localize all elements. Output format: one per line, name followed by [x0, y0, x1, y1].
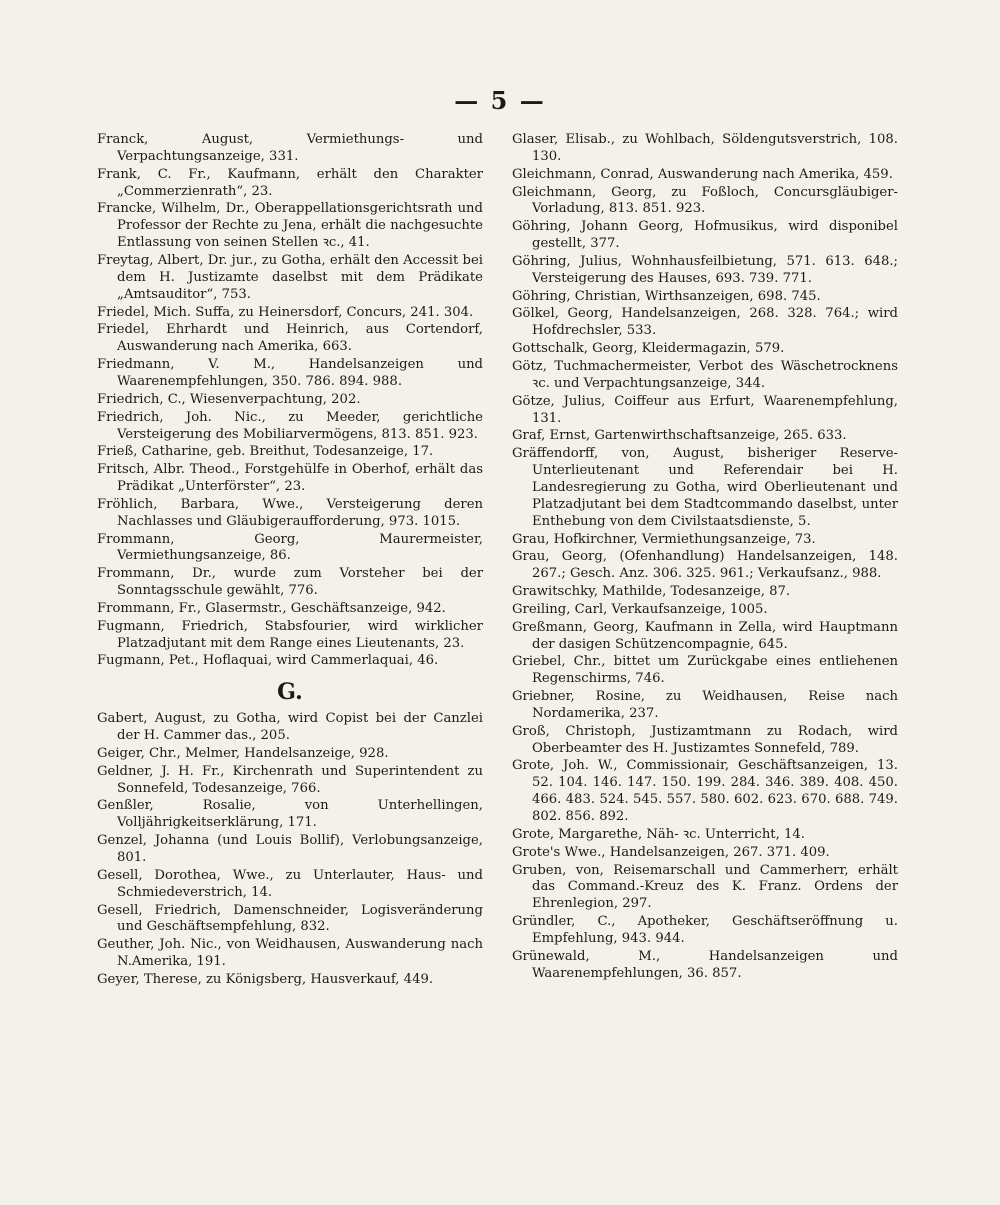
- index-entry: Göhring, Christian, Wirthsanzeigen, 698. 745.: [512, 288, 821, 304]
- index-entry: Gruben, von, Reisemarschall und Cammerherr, erhält das Command.-Kreuz des K. Franz. Ordens der Ehrenlegion, 297.: [512, 862, 898, 912]
- index-entry: Geyer, Therese, zu Königsberg, Hausverkauf, 449.: [97, 971, 434, 987]
- index-entry: Freytag, Albert, Dr. jur., zu Gotha, erhält den Accessit bei dem H. Justizamte daselbst mit dem Prädikate „Amtsauditor“, 753.: [97, 253, 483, 302]
- index-entry: Gesell, Dorothea, Wwe., zu Unterlauter, Haus- und Schmiedeverstrich, 14.: [97, 867, 483, 900]
- index-entry: Geuther, Joh. Nic., von Weidhausen, Auswanderung nach N.Amerika, 191.: [97, 937, 483, 970]
- index-entry: Gesell, Friedrich, Damenschneider, Logisveränderung und Geschäftsempfehlung, 832.: [97, 902, 483, 935]
- index-entry: Geldner, J. H. Fr., Kirchenrath und Superintendent zu Sonnefeld, Todesanzeige, 766.: [97, 763, 483, 796]
- index-entry: Gräffendorff, von, August, bisheriger Reserve-Unterlieutenant und Referendair bei H. Landesregierung zu Gotha, wird Oberlieutenant und Platzadjutant bei dem Stadtcommando daselbst, unter Enthebung von dem Civilstaatsdienste, 5.: [512, 446, 898, 529]
- index-entry: Gleichmann, Conrad, Auswanderung nach Amerika, 459.: [512, 166, 893, 182]
- index-entry: Göhring, Julius, Wohnhausfeilbietung, 571. 613. 648.; Versteigerung des Hauses, 693. 739. 771.: [512, 253, 898, 286]
- index-entry: Gleichmann, Georg, zu Foßloch, Concursgläubiger-Vorladung, 813. 851. 923.: [512, 184, 898, 217]
- index-entry: Fröhlich, Barbara, Wwe., Versteigerung deren Nachlasses und Gläubigeraufforderung, 973. 1015.: [97, 496, 483, 529]
- index-entry: Frieß, Catharine, geb. Breithut, Todesanzeige, 17.: [97, 444, 434, 460]
- index-entry: Grote's Wwe., Handelsanzeigen, 267. 371. 409.: [512, 844, 830, 860]
- index-entry: Götz, Tuchmachermeister, Verbot des Wäschetrocknens ꝛc. und Verpachtungsanzeige, 344.: [512, 358, 898, 391]
- index-entry: Gottschalk, Georg, Kleidermagazin, 579.: [512, 341, 785, 357]
- index-entry: Friedrich, C., Wiesenverpachtung, 202.: [97, 391, 361, 407]
- index-entry: Fugmann, Pet., Hoflaquai, wird Cammerlaquai, 46.: [97, 653, 439, 669]
- index-entry: Genzel, Johanna (und Louis Bollif), Verlobungsanzeige, 801.: [97, 833, 483, 866]
- index-entry: Grau, Hofkirchner, Vermiethungsanzeige, 73.: [512, 531, 816, 547]
- index-entry: Greiling, Carl, Verkaufsanzeige, 1005.: [512, 601, 768, 617]
- index-entry: Fugmann, Friedrich, Stabsfourier, wird wirklicher Platzadjutant mit dem Range eines Lieutenants, 23.: [97, 618, 483, 651]
- index-entry: Grote, Joh. W., Commissionair, Geschäftsanzeigen, 13. 52. 104. 146. 147. 150. 199. 284. 346. 389. 408. 450. 466. 483. 524. 545. 557. 580. 602. 623. 670. 688. 749. 802. 856. 892.: [512, 758, 898, 825]
- left-column: [97, 132, 483, 990]
- index-entry: Grote, Margarethe, Näh- ꝛc. Unterricht, 14.: [512, 826, 805, 842]
- index-entry: Glaser, Elisab., zu Wohlbach, Söldengutsverstrich, 108. 130.: [512, 132, 898, 164]
- index-entry: Griebner, Rosine, zu Weidhausen, Reise nach Nordamerika, 237.: [512, 689, 898, 721]
- index-entry: Grau, Georg, (Ofenhandlung) Handelsanzeigen, 148. 267.; Gesch. Anz. 306. 325. 961.; Verkaufsanz., 988.: [512, 549, 898, 582]
- index-entry: Frank, C. Fr., Kaufmann, erhält den Charakter „Commerzienrath“, 23.: [97, 166, 483, 199]
- index-entry: Geiger, Chr., Melmer, Handelsanzeige, 928.: [97, 745, 389, 761]
- section-letter-g: G.: [277, 679, 303, 706]
- index-entry: Graf, Ernst, Gartenwirthschaftsanzeige, 265. 633.: [512, 428, 847, 444]
- index-entry: Frommann, Georg, Maurermeister, Vermiethungsanzeige, 86.: [97, 531, 483, 564]
- index-entry: Gründler, C., Apotheker, Geschäftseröffnung u. Empfehlung, 943. 944.: [512, 914, 898, 947]
- index-entry: Franck, August, Vermiethungs- und Verpachtungsanzeige, 331.: [97, 132, 483, 164]
- index-entry: Friedmann, V. M., Handelsanzeigen und Waarenempfehlungen, 350. 786. 894. 988.: [97, 357, 483, 390]
- index-entry: Gölkel, Georg, Handelsanzeigen, 268. 328. 764.; wird Hofdrechsler, 533.: [512, 306, 898, 339]
- index-entry: Francke, Wilhelm, Dr., Oberappellationsgerichtsrath und Professor der Rechte zu Jena, erhält die nachgesuchte Entlassung von seinen Stellen ꝛc., 41.: [97, 201, 483, 251]
- index-entry: Greßmann, Georg, Kaufmann in Zella, wird Hauptmann der dasigen Schützencompagnie, 645.: [512, 619, 898, 652]
- index-entry: Frommann, Dr., wurde zum Vorsteher bei der Sonntagsschule gewählt, 776.: [97, 566, 483, 599]
- index-entry: Friedrich, Joh. Nic., zu Meeder, gerichtliche Versteigerung des Mobiliarvermögens, 813. 851. 923.: [97, 409, 483, 442]
- index-entry: Genßler, Rosalie, von Unterhellingen, Volljährigkeitserklärung, 171.: [97, 798, 483, 831]
- index-entry: Göhring, Johann Georg, Hofmusikus, wird disponibel gestellt, 377.: [512, 219, 898, 252]
- index-entry: Grawitschky, Mathilde, Todesanzeige, 87.: [512, 584, 791, 600]
- index-entry: Friedel, Ehrhardt und Heinrich, aus Cortendorf, Auswanderung nach Amerika, 663.: [97, 322, 483, 355]
- index-entry: Griebel, Chr., bittet um Zurückgabe eines entliehenen Regenschirms, 746.: [512, 654, 898, 687]
- index-entry: Groß, Christoph, Justizamtmann zu Rodach, wird Oberbeamter des H. Justizamtes Sonnefeld, 789.: [512, 723, 898, 756]
- entries-g: [97, 711, 483, 989]
- index-entry: Gabert, August, zu Gotha, wird Copist bei der Canzlei der H. Cammer das., 205.: [97, 711, 483, 744]
- entries-f: [97, 132, 483, 670]
- index-entry: Friedel, Mich. Suffa, zu Heinersdorf, Concurs, 241. 304.: [97, 304, 474, 320]
- index-entry: Fritsch, Albr. Theod., Forstgehülfe in Oberhof, erhält das Prädikat „Unterförster“, 23.: [97, 462, 483, 495]
- index-entry: Götze, Julius, Coiffeur aus Erfurt, Waarenempfehlung, 131.: [512, 393, 898, 426]
- page-number: — 5 —: [454, 86, 546, 115]
- right-column: [512, 132, 898, 984]
- index-entry: Grünewald, M., Handelsanzeigen und Waarenempfehlungen, 36. 857.: [512, 948, 898, 981]
- index-entry: Frommann, Fr., Glasermstr., Geschäftsanzeige, 942.: [97, 600, 446, 616]
